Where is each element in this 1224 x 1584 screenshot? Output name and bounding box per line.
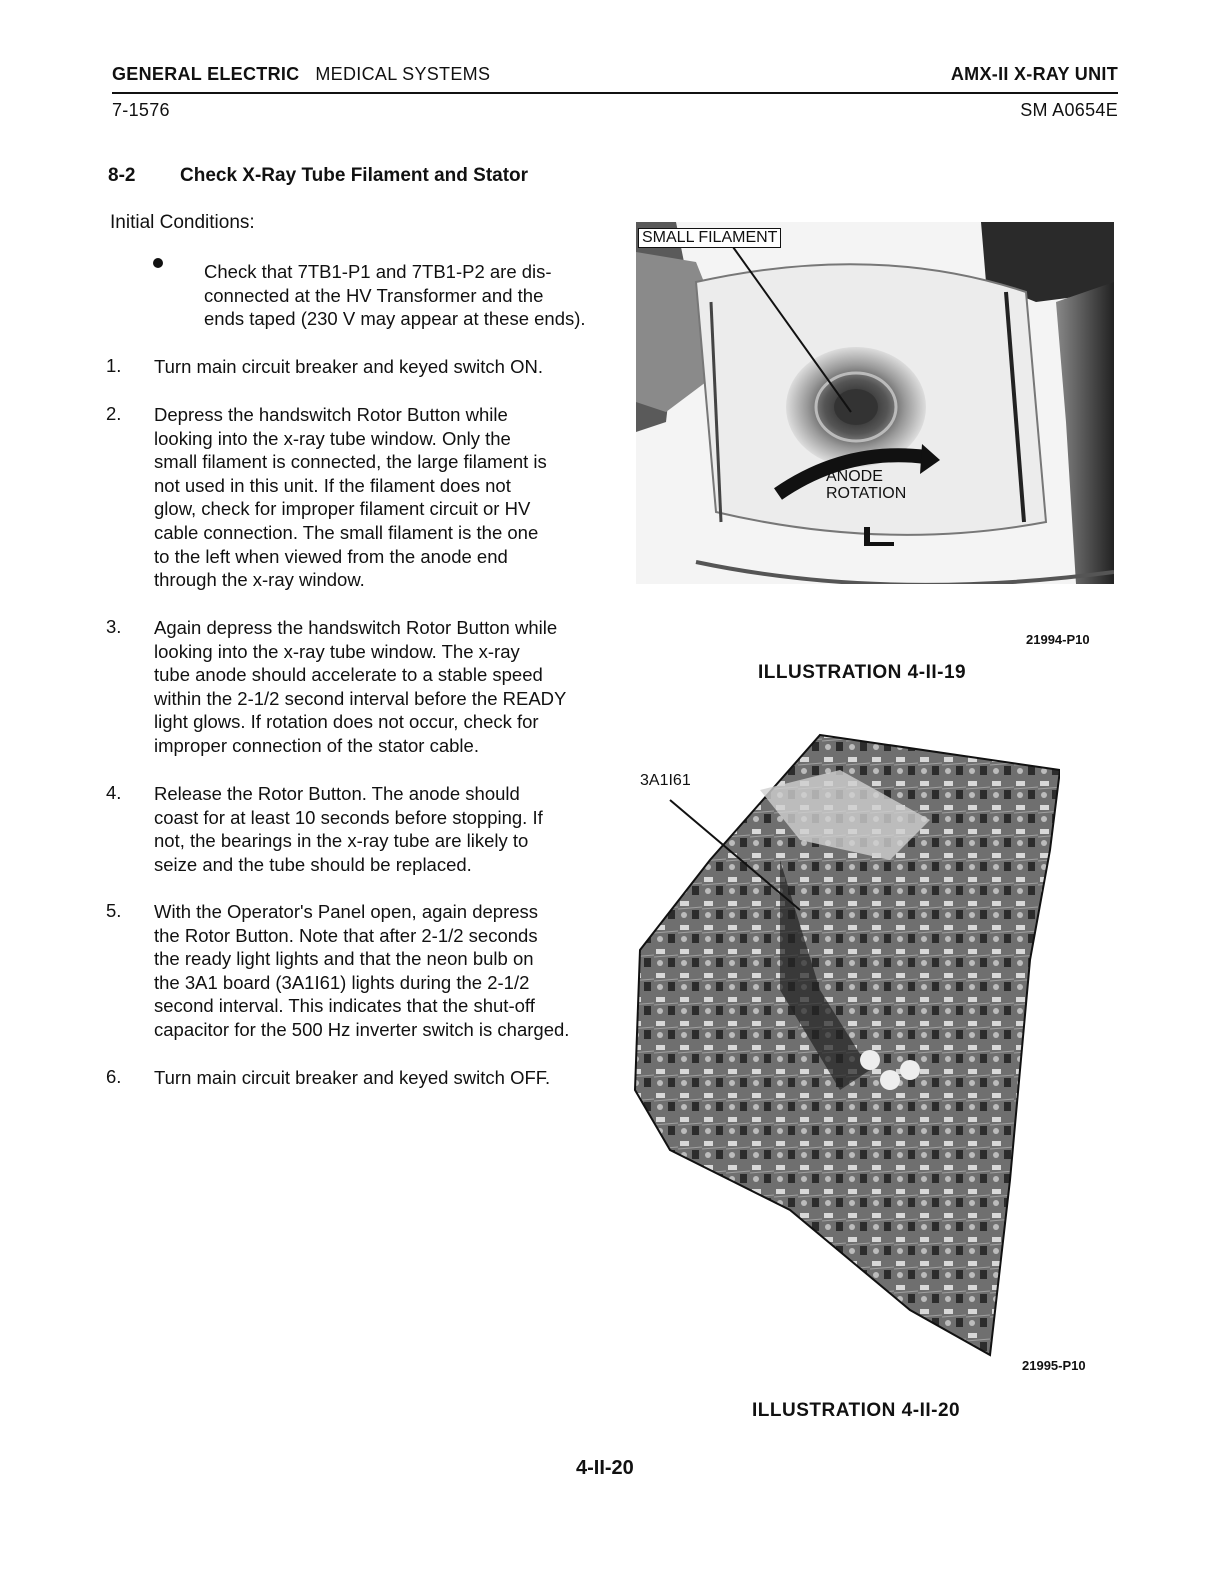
step-text bbox=[154, 900, 654, 1042]
step-line: Depress the handswitch Rotor Button while bbox=[154, 404, 508, 425]
step-line: the 3A1 board (3A1I61) lights during the 2-1/2 bbox=[154, 971, 530, 993]
step-line: the ready light lights and that the neon bulb on bbox=[154, 948, 534, 970]
small-filament-callout: SMALL FILAMENT bbox=[638, 228, 781, 248]
division-name: MEDICAL SYSTEMS bbox=[315, 64, 491, 84]
step-line: Again depress the handswitch Rotor Button while bbox=[154, 617, 558, 638]
step-text bbox=[154, 1066, 644, 1090]
step-line: small filament is connected, the large filament is bbox=[154, 451, 547, 473]
step-line: looking into the x-ray tube window. The x-ray bbox=[154, 640, 520, 662]
step-line: not, the bearings in the x-ray tube are likely to bbox=[154, 830, 529, 852]
step-line: improper connection of the stator cable. bbox=[154, 734, 479, 756]
step-line: With the Operator's Panel open, again depress bbox=[154, 901, 539, 922]
step-line: Release the Rotor Button. The anode should bbox=[154, 783, 520, 804]
bullet-line: Check that 7TB1-P1 and 7TB1-P2 are dis- bbox=[204, 261, 552, 282]
header-rule bbox=[112, 92, 1118, 94]
step-number: 1. bbox=[106, 355, 122, 376]
step-number: 6. bbox=[106, 1066, 122, 1087]
step-line: looking into the x-ray tube window. Only the bbox=[154, 427, 511, 449]
step-line: light glows. If rotation does not occur, check for bbox=[154, 711, 539, 733]
illustration-caption-1: ILLUSTRATION 4-II-19 bbox=[758, 662, 967, 683]
initial-condition-bullet bbox=[204, 260, 654, 331]
step-text bbox=[154, 355, 644, 379]
initial-conditions-label: Initial Conditions: bbox=[110, 212, 255, 233]
step-text bbox=[154, 616, 644, 758]
step-line: through the x-ray window. bbox=[154, 569, 365, 591]
circuit-board-photo bbox=[630, 730, 1060, 1370]
step-line: to the left when viewed from the anode end bbox=[154, 545, 508, 567]
anode-rotation-callout bbox=[826, 468, 906, 502]
company-name: GENERAL ELECTRIC bbox=[112, 64, 300, 84]
illustration-caption-2: ILLUSTRATION 4-II-20 bbox=[752, 1400, 961, 1421]
manual-number: SM A0654E bbox=[1020, 100, 1118, 120]
step-line: tube anode should accelerate to a stable speed bbox=[154, 664, 543, 686]
bullet-icon bbox=[153, 258, 163, 268]
step-number: 2. bbox=[106, 403, 122, 424]
section-number: 8-2 bbox=[108, 165, 136, 186]
step-text bbox=[154, 403, 644, 592]
photo-id-1: 21994-P10 bbox=[1026, 632, 1090, 647]
step-line: Turn main circuit breaker and keyed switch OFF. bbox=[154, 1067, 551, 1088]
photo-id-2: 21995-P10 bbox=[1022, 1358, 1086, 1373]
doc-number: 7-1576 bbox=[112, 100, 170, 120]
step-line: Turn main circuit breaker and keyed switch ON. bbox=[154, 356, 543, 377]
product-name: AMX-II X-RAY UNIT bbox=[950, 64, 1118, 84]
step-line: capacitor for the 500 Hz inverter switch is charged. bbox=[154, 1018, 570, 1040]
step-line: within the 2-1/2 second interval before the READY bbox=[154, 687, 567, 709]
step-line: second interval. This indicates that the shut-off bbox=[154, 995, 535, 1017]
step-line: seize and the tube should be replaced. bbox=[154, 853, 472, 875]
step-number: 4. bbox=[106, 782, 122, 803]
header-left bbox=[112, 64, 490, 85]
step-line: coast for at least 10 seconds before stopping. If bbox=[154, 806, 543, 828]
bullet-line: ends taped (230 V may appear at these ends). bbox=[204, 308, 586, 330]
anode-label: ANODE bbox=[826, 468, 883, 485]
rotation-label: ROTATION bbox=[826, 485, 907, 502]
xray-tube-photo bbox=[636, 222, 1114, 584]
step-number: 5. bbox=[106, 900, 122, 921]
page-number: 4-II-20 bbox=[576, 1457, 634, 1479]
step-line: not used in this unit. If the filament does not bbox=[154, 474, 511, 496]
xray-tube-illustration bbox=[636, 222, 1114, 584]
neon-bulb-callout: 3A1I61 bbox=[640, 772, 691, 789]
step-line: cable connection. The small filament is the one bbox=[154, 521, 539, 543]
bullet-line: connected at the HV Transformer and the bbox=[204, 284, 544, 306]
step-text bbox=[154, 782, 644, 876]
step-line: glow, check for improper filament circuit or HV bbox=[154, 498, 531, 520]
circuit-board-illustration bbox=[630, 730, 1060, 1370]
step-number: 3. bbox=[106, 616, 122, 637]
section-title: Check X-Ray Tube Filament and Stator bbox=[180, 165, 529, 186]
step-line: the Rotor Button. Note that after 2-1/2 seconds bbox=[154, 924, 538, 946]
